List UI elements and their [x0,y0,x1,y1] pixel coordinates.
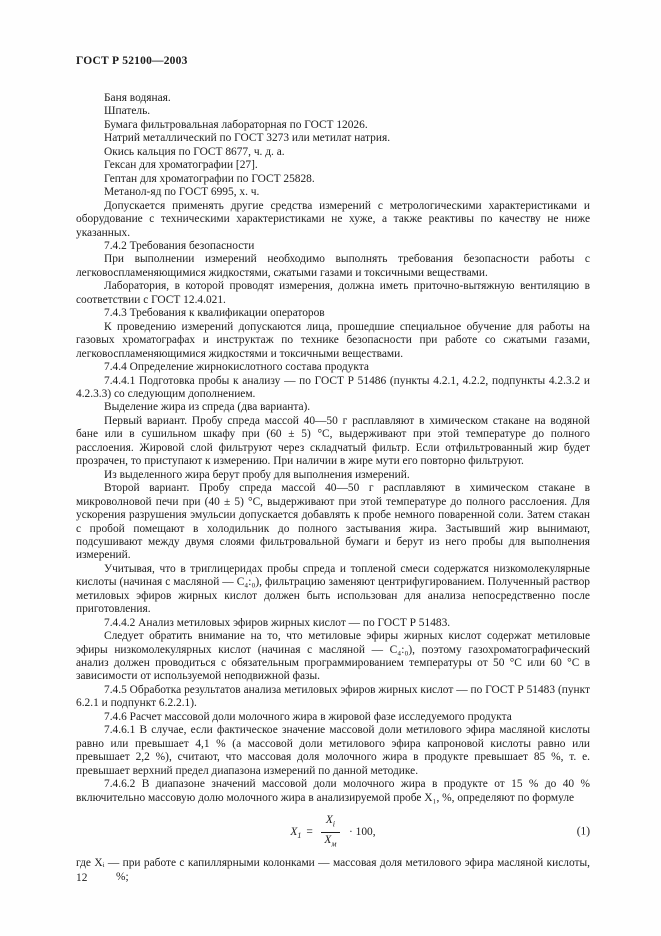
paragraph: Допускается применять другие средства измерений с метрологическими характеристиками и оборудование с техническими характеристиками не хуже, а также реактивы по качеству не ниже указанных. [76,199,590,239]
paragraph: 7.4.6.1 В случае, если фактическое значение массовой доли метилового эфира масляной кислоты равно или превышает 4,1 % (а массовой доли метилового эфира капроновой кислоты равно или превышает 2,2 %), считают, что массовая доля молочного жира в продукте превышает 85 %, т. е. превышает верхний предел диапазона измерений по данной методике. [76,724,590,777]
formula-number: (1) [576,825,590,838]
list-item: Гептан для хроматографии по ГОСТ 25828. [104,172,315,185]
paragraph: 7.4.6.2 В диапазоне значений массовой доли молочного жира в продукте от 15 % до 40 % включительно массовую долю молочного жира в анализируемой пробе Х₁, %, определяют по формуле [76,778,590,804]
list-item: Натрий металлический по ГОСТ 3273 или метилат натрия. [104,132,391,145]
list-item: Гексан для хроматографии [27]. [104,159,258,172]
list-item: Окись кальция по ГОСТ 8677, ч. д. а. [104,145,285,158]
document-header: ГОСТ Р 52100—2003 [76,55,188,67]
formula-expression [290,814,375,850]
paragraph: Учитывая, что в триглицеридах пробы спреда и топленой смеси содержатся низкомолекулярные кислоты (начиная с масляной — С₄:₀), фильтрацию заменяют центрифугированием. Полученный раствор метиловых эфиров жирных кислот должен быть использован для анализа непосредственно после приготовления. [76,562,590,616]
formula-tail: · 100, [349,825,376,838]
formula-lhs: Х [290,825,298,838]
page-content [76,92,590,884]
page-number: 12 [76,872,88,884]
denominator-subscript: м [331,839,337,849]
list-item: Метанол-яд по ГОСТ 6995, х. ч. [104,186,260,199]
paragraph: Первый вариант. Пробу спреда массой 40—50 г расплавляют в химическом стакане на водяной бане или в сушильном шкафу при (60 ± 5) °С, выдерживают при этой температуре до полного расслоения. Жировой слой фильтруют через складчатый фильтр. Если отфильтрованный жир будет прозрачен, то приступают к измерению. При наличии в жире мути его повторно фильтруют. [76,414,590,468]
paragraph: Следует обратить внимание на то, что метиловые эфиры жирных кислот содержат метиловые эфиры низкомолекулярных кислот (начиная с масляной — С₄:₀), поэтому газохроматографический анализ должен проводиться с обязательным программированием температуры от 50 °С или 60 °С в зависимости от используемой неподвижной фазы. [76,630,590,683]
numerator-subscript: i [332,819,336,829]
formula [76,814,590,850]
section-heading: 7.4.6 Расчет массовой доли молочного жира в жировой фазе исследуемого продукта [104,710,512,723]
denominator-base: Х [324,833,332,846]
section-heading: 7.4.4.1 Подготовка пробы к анализу — по ГОСТ Р 51486 (пункты 4.2.1, 4.2.2, подпункты 4.2.3.2 и 4.2.3.3) со следующим дополнением. [76,374,590,400]
section-heading: 7.4.3 Требования к квалификации операторов [104,307,325,320]
list-item: Бумага фильтровальная лабораторная по ГОСТ 12026. [104,118,368,131]
section-heading: 7.4.2 Требования безопасности [104,239,255,252]
section-heading: 7.4.5 Обработка результатов анализа метиловых эфиров жирных кислот — по ГОСТ Р 51483 (пункт 6.2.1 и подпункт 6.2.2.1). [76,683,590,710]
paragraph: При выполнении измерений необходимо выполнять требования безопасности работы с легковоспламеняющимися жидкостями, сжатыми газами и токсичными веществами. [76,253,590,279]
paragraph: К проведению измерений допускаются лица, прошедшие специальное обучение для работы на газовых хроматографах и инструктаж по технике безопасности при работе со сжатыми газами, легковоспламеняющимися жидкостями и токсичными веществами. [76,320,590,360]
list-item: Баня водяная. [104,92,171,104]
paragraph: Из выделенного жира берут пробу для выполнения измерений. [104,468,410,481]
section-heading: 7.4.4 Определение жирнокислотного состава продукта [104,361,369,374]
formula-lhs-subscript: 1 [297,831,302,841]
formula-numerator [321,814,340,833]
numerator-base: Х [325,814,333,827]
section-heading: 7.4.4.2 Анализ метиловых эфиров жирных кислот — по ГОСТ Р 51483. [104,616,451,629]
formula-fraction [321,814,340,850]
where-clause: где Хᵢ — при работе с капиллярными колонками — массовая доля метилового эфира масляной кислоты, %; [76,857,590,883]
list-item: Шпатель. [104,105,151,118]
paragraph: Выделение жира из спреда (два варианта). [104,401,311,414]
equals-sign: = [306,825,313,838]
formula-denominator [321,833,340,851]
paragraph: Лаборатория, в которой проводят измерения, должна иметь приточно-вытяжную вентиляцию в соответствии с ГОСТ 12.4.021. [76,280,590,306]
paragraph: Второй вариант. Пробу спреда массой 40—50 г расплавляют в химическом стакане в микроволновой печи при (40 ± 5) °С, выдерживают при этой температуре до полного расслоения. Для ускорения разрушения эмульсии допускается добавлять к пробе немного поваренной соли. Затем стакан с пробой помещают в холодильник до полного застывания жира. Застывший жир вынимают, подсушивают между двумя слоями фильтровальной бумаги и берут из него пробы для выполнения измерений. [76,482,590,562]
